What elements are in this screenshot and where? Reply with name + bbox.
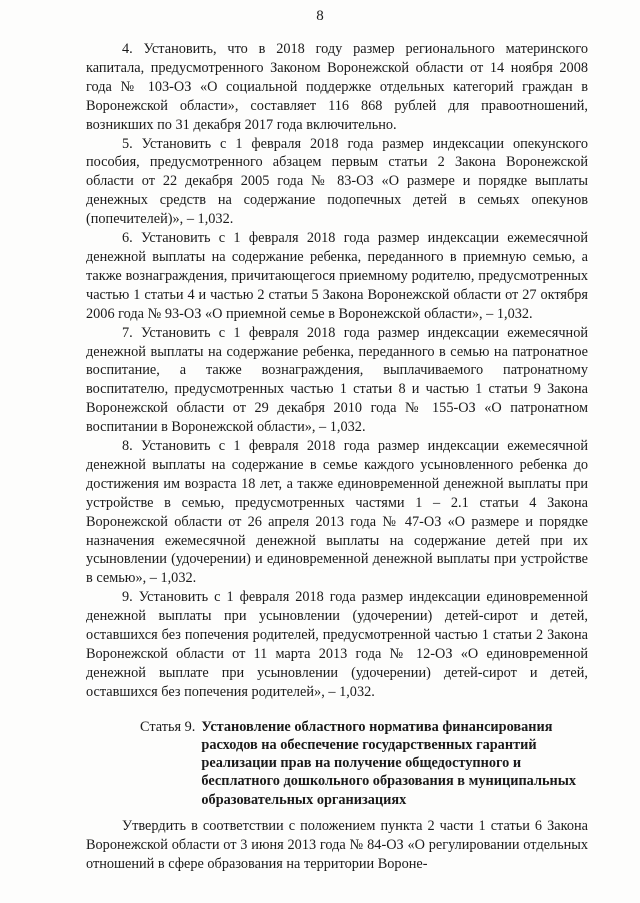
- closing-paragraph: Утвердить в соответствии с положением пункта 2 части 1 статьи 6 Закона Воронежской области от 3 июня 2013 года № 84-ОЗ «О регулировании отдельных отношений в сфере образования на территории Вороне-: [86, 817, 588, 872]
- paragraph-item-9: 9. Установить с 1 февраля 2018 года размер индексации единовременной денежной выплаты при усыновлении (удочерении) детей-сирот и детей, оставшихся без попечения родителей, предусмотренной частью 1 статьи 2 Закона Воронежской области от 11 марта 2013 года № 12-ОЗ «О единовременной денежной выплате при усыновлении (удочерении) детей-сирот и детей, оставшихся без попечения родителей», – 1,032.: [86, 589, 588, 700]
- paragraph-item-7: 7. Установить с 1 февраля 2018 года размер индексации ежемесячной денежной выплаты на содержание ребенка, переданного в семью на патронатное воспитание, а также вознаграждения, выплачиваемого патронатному воспитателю, предусмотренных частью 1 статьи 8 и частью 1 статьи 9 Закона Воронежской области от 29 декабря 2010 года № 155-ОЗ «О патронатном воспитании в Воронежской области», – 1,032.: [86, 324, 588, 436]
- document-body: [86, 40, 588, 873]
- article-heading: [86, 718, 588, 809]
- paragraph-item-8: 8. Установить с 1 февраля 2018 года размер индексации ежемесячной денежной выплаты на содержание в семье каждого усыновленного ребенка до достижения им возраста 18 лет, а также единовременной денежной выплаты при устройстве в семью, предусмотренных частями 1 – 2.1 статьи 4 Закона Воронежской области от 26 апреля 2013 года № 47-ОЗ «О размере и порядке назначения ежемесячной денежной выплаты на содержание детей при их усыновлении (удочерении) и единовременной денежной выплаты при устройстве в семью», – 1,032.: [86, 438, 588, 587]
- paragraph-item-4: 4. Установить, что в 2018 году размер регионального материнского капитала, предусмотренного Законом Воронежской области от 14 ноября 2008 года № 103-ОЗ «О социальной поддержке отдельных категорий граждан в Воронежской области», составляет 116 868 рублей для правоотношений, возникших по 31 декабря 2017 года включительно.: [86, 41, 588, 133]
- page-number: 8: [316, 8, 324, 24]
- paragraph-item-6: 6. Установить с 1 февраля 2018 года размер индексации ежемесячной денежной выплаты на содержание ребенка, переданного в приемную семью, а также вознаграждения, причитающегося приемному родителю, предусмотренных частью 1 статьи 4 и частью 2 статьи 5 Закона Воронежской области от 27 октября 2006 года № 93-ОЗ «О приемной семье в Воронежской области», – 1,032.: [86, 230, 588, 322]
- article-label: Статья 9.: [140, 718, 196, 735]
- article-title: Установление областного норматива финансирования расходов на обеспечение государственных гарантий реализации прав на получение общедоступного и бесплатного дошкольного образования в муниципальных образовательных организациях: [201, 718, 577, 808]
- paragraph-item-5: 5. Установить с 1 февраля 2018 года размер индексации опекунского пособия, предусмотренного абзацем первым статьи 2 Закона Воронежской области от 22 декабря 2005 года № 83-ОЗ «О размере и порядке выплаты денежных средств на содержание подопечных детей в семьях опекунов (попечителей)», – 1,032.: [86, 135, 588, 228]
